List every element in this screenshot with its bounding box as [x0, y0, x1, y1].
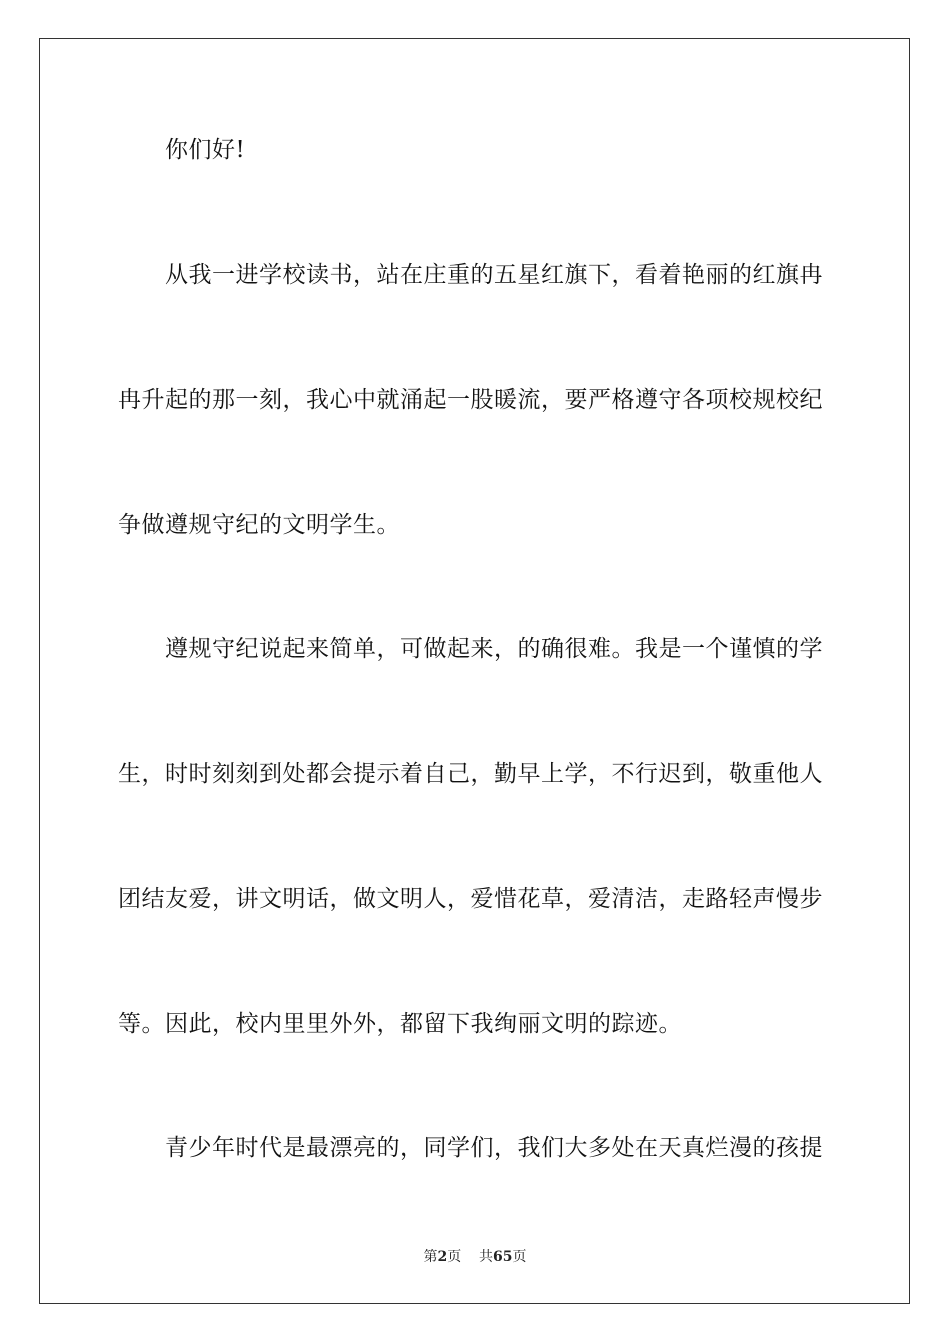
- paragraph-3-line-1: 青少年时代是最漂亮的，同学们，我们大多处在天真烂漫的孩提: [165, 1135, 823, 1161]
- footer-total-suffix: 页: [512, 1249, 527, 1265]
- greeting-line: 你们好!: [165, 137, 246, 163]
- footer-total-pages: 65: [493, 1249, 513, 1265]
- paragraph-1-line-1: 从我一进学校读书，站在庄重的五星红旗下，看着艳丽的红旗冉: [165, 262, 823, 288]
- page-border: [39, 38, 910, 1304]
- paragraph-2-line-2: 生，时时刻刻到处都会提示着自己，勤早上学，不行迟到，敬重他人: [118, 761, 823, 787]
- footer-total-prefix: 共: [479, 1249, 494, 1265]
- paragraph-2-line-1: 遵规守纪说起来简单，可做起来，的确很难。我是一个谨慎的学: [165, 636, 823, 662]
- paragraph-1-line-2: 冉升起的那一刻，我心中就涌起一股暖流，要严格遵守各项校规校纪: [118, 387, 823, 413]
- paragraph-2-line-3: 团结友爱，讲文明话，做文明人，爱惜花草，爱清洁，走路轻声慢步: [118, 886, 823, 912]
- paragraph-1-line-3: 争做遵规守纪的文明学生。: [118, 512, 400, 538]
- footer-page-suffix: 页: [447, 1249, 462, 1265]
- footer-page-number: 2: [437, 1249, 448, 1265]
- page-footer: [0, 1247, 950, 1267]
- paragraph-2-line-4: 等。因此，校内里里外外，都留下我绚丽文明的踪迹。: [118, 1011, 682, 1037]
- footer-page-prefix: 第: [423, 1249, 438, 1265]
